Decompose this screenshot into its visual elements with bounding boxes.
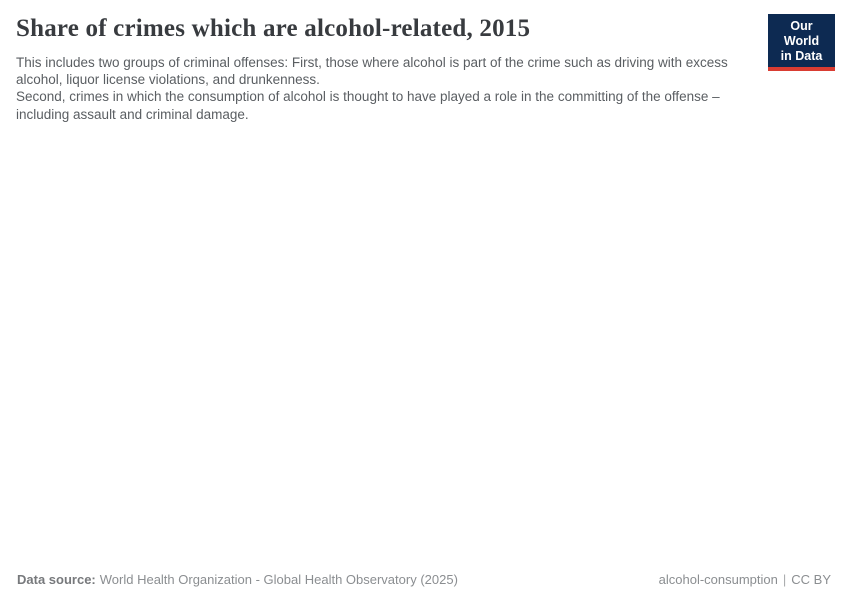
footer-right <box>659 572 831 587</box>
owid-logo[interactable] <box>768 14 835 71</box>
chart-subtitle-paragraph-1: This includes two groups of criminal offenses: First, those where alcohol is part of the crime such as driving with excess alcohol, liquor license violations, and drunkenness. <box>16 55 728 88</box>
owid-logo-line-1: Our World <box>783 19 820 48</box>
chart-title: Share of crimes which are alcohol-related, 2015 <box>16 15 531 42</box>
chart-footer <box>17 572 831 587</box>
chart-plot-area <box>16 138 834 555</box>
chart-subtitle <box>16 54 734 123</box>
data-source[interactable] <box>17 572 458 587</box>
data-source-value: World Health Organization - Global Health Observatory (2025) <box>99 572 458 587</box>
chart-slug[interactable]: alcohol-consumption <box>658 572 778 587</box>
chart-subtitle-paragraph-2: Second, crimes in which the consumption of alcohol is thought to have played a role in the committing of the offense – including assault and criminal damage. <box>16 89 720 122</box>
license-link[interactable]: CC BY <box>791 572 831 587</box>
owid-logo-line-2: in Data <box>780 48 823 63</box>
data-source-label: Data source: <box>17 572 96 587</box>
chart-header <box>16 15 750 123</box>
footer-separator: | <box>782 572 787 587</box>
